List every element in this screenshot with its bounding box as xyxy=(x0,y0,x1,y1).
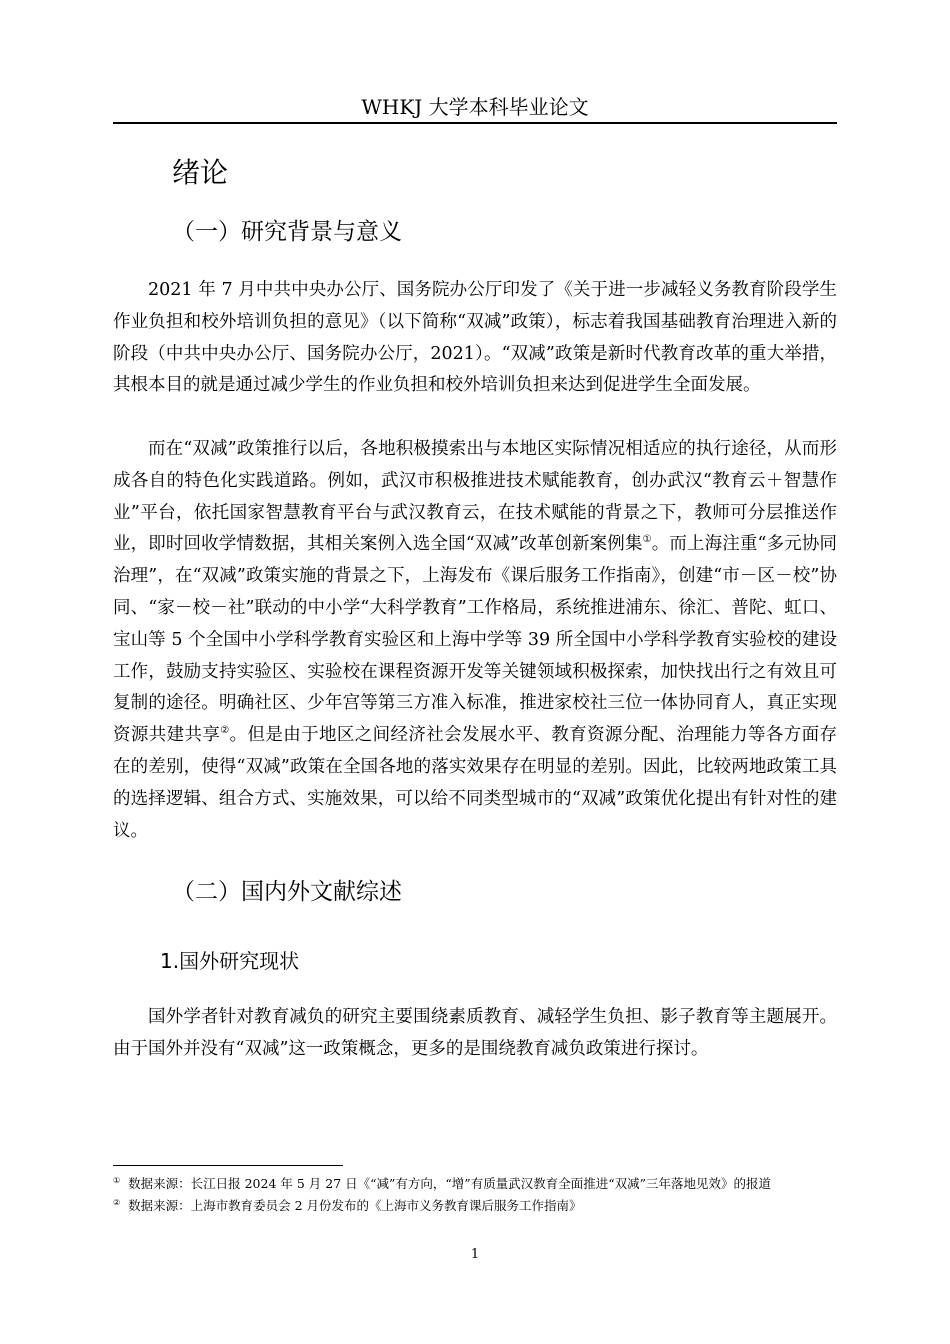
section-heading-background: （一）研究背景与意义 xyxy=(172,219,402,245)
subsection-heading-foreign-research: 1.国外研究现状 xyxy=(160,949,300,973)
footnote-ref-2[interactable]: ② xyxy=(220,725,230,737)
page-number: 1 xyxy=(470,1247,480,1262)
footnote-text: 数据来源：长江日报 2024 年 5 月 27 日《“减”有方向，“增”有质量武汉教育全面推进“双减”三年落地见效》的报道 xyxy=(128,1176,771,1192)
running-header: WHKJ 大学本科毕业论文 xyxy=(361,95,589,119)
paragraph-text-part: 。而上海注重“多元协同治理”，在“双减”政策实施的背景之下，上海发布《课后服务工作指南》，创建“市－区－校”协同、“家－校－社”联动的中小学“大科学教育”工作格局，系统推进浦东、徐汇、普陀、虹口、宝山等 5 个全国中小学科学教育实验区和上海中学等 39 所全国中小学科学教育实验校的建设工作，鼓励支持实验区、实验校在课程资源开发等关键领域积极探索，加快找出行之有效且可复制的途径。明确社区、少年宫等第三方准入标准，推进家校社三位一体协同育人，真正实现资源共建共享 xyxy=(113,534,837,746)
footnote-mark: ② xyxy=(113,1198,121,1208)
footnote-text: 数据来源：上海市教育委员会 2 月份发布的《上海市义务教育课后服务工作指南》 xyxy=(128,1198,582,1214)
footnote-separator xyxy=(113,1165,343,1166)
paragraph-text-part: 。但是由于地区之间经济社会发展水平、教育资源分配、治理能力等各方面存在的差别，使得“双减”政策在全国各地的落实效果存在明显的差别。因此，比较两地政策工具的选择逻辑、组合方式、实施效果，可以给不同类型城市的“双减”政策优化提出有针对性的建议。 xyxy=(113,725,838,841)
footnote-1 xyxy=(113,1172,823,1193)
footnotes xyxy=(113,1172,823,1216)
footnote-2 xyxy=(113,1194,823,1215)
paragraph-text-part: 而在“双减”政策推行以后，各地积极摸索出与本地区实际情况相适应的执行途径，从而形成各自的特色化实践道路。例如，武汉市积极推进技术赋能教育，创办武汉“教育云＋智慧作业”平台，依托国家智慧教育平台与武汉教育云，在技术赋能的背景之下，教师可分层推送作业，即时回收学情数据，其相关案例入选全国“双减”改革创新案例集 xyxy=(113,439,837,555)
paragraph-foreign-research: 国外学者针对教育减负的研究主要围绕素质教育、减轻学生负担、影子教育等主题展开。由于国外并没有“双减”这一政策概念，更多的是围绕教育减负政策进行探讨。 xyxy=(113,1007,837,1059)
chapter-heading: 绪论 xyxy=(172,156,229,189)
header-rule xyxy=(113,122,837,124)
footnote-ref-1[interactable]: ① xyxy=(642,534,652,546)
paragraph-background: 2021 年 7 月中共中央办公厅、国务院办公厅印发了《关于进一步减轻义务教育阶段学生作业负担和校外培训负担的意见》（以下简称“双减”政策），标志着我国基础教育治理进入新的阶段（中共中央办公厅、国务院办公厅，2021）。“双减”政策是新时代教育改革的重大举措，其根本目的就是通过减少学生的作业负担和校外培训负担来达到促进学生全面发展。 xyxy=(113,280,837,396)
paragraph-local-practice xyxy=(113,434,837,847)
section-heading-literature-review: （二）国内外文献综述 xyxy=(172,879,402,905)
footnote-mark: ① xyxy=(113,1176,121,1185)
